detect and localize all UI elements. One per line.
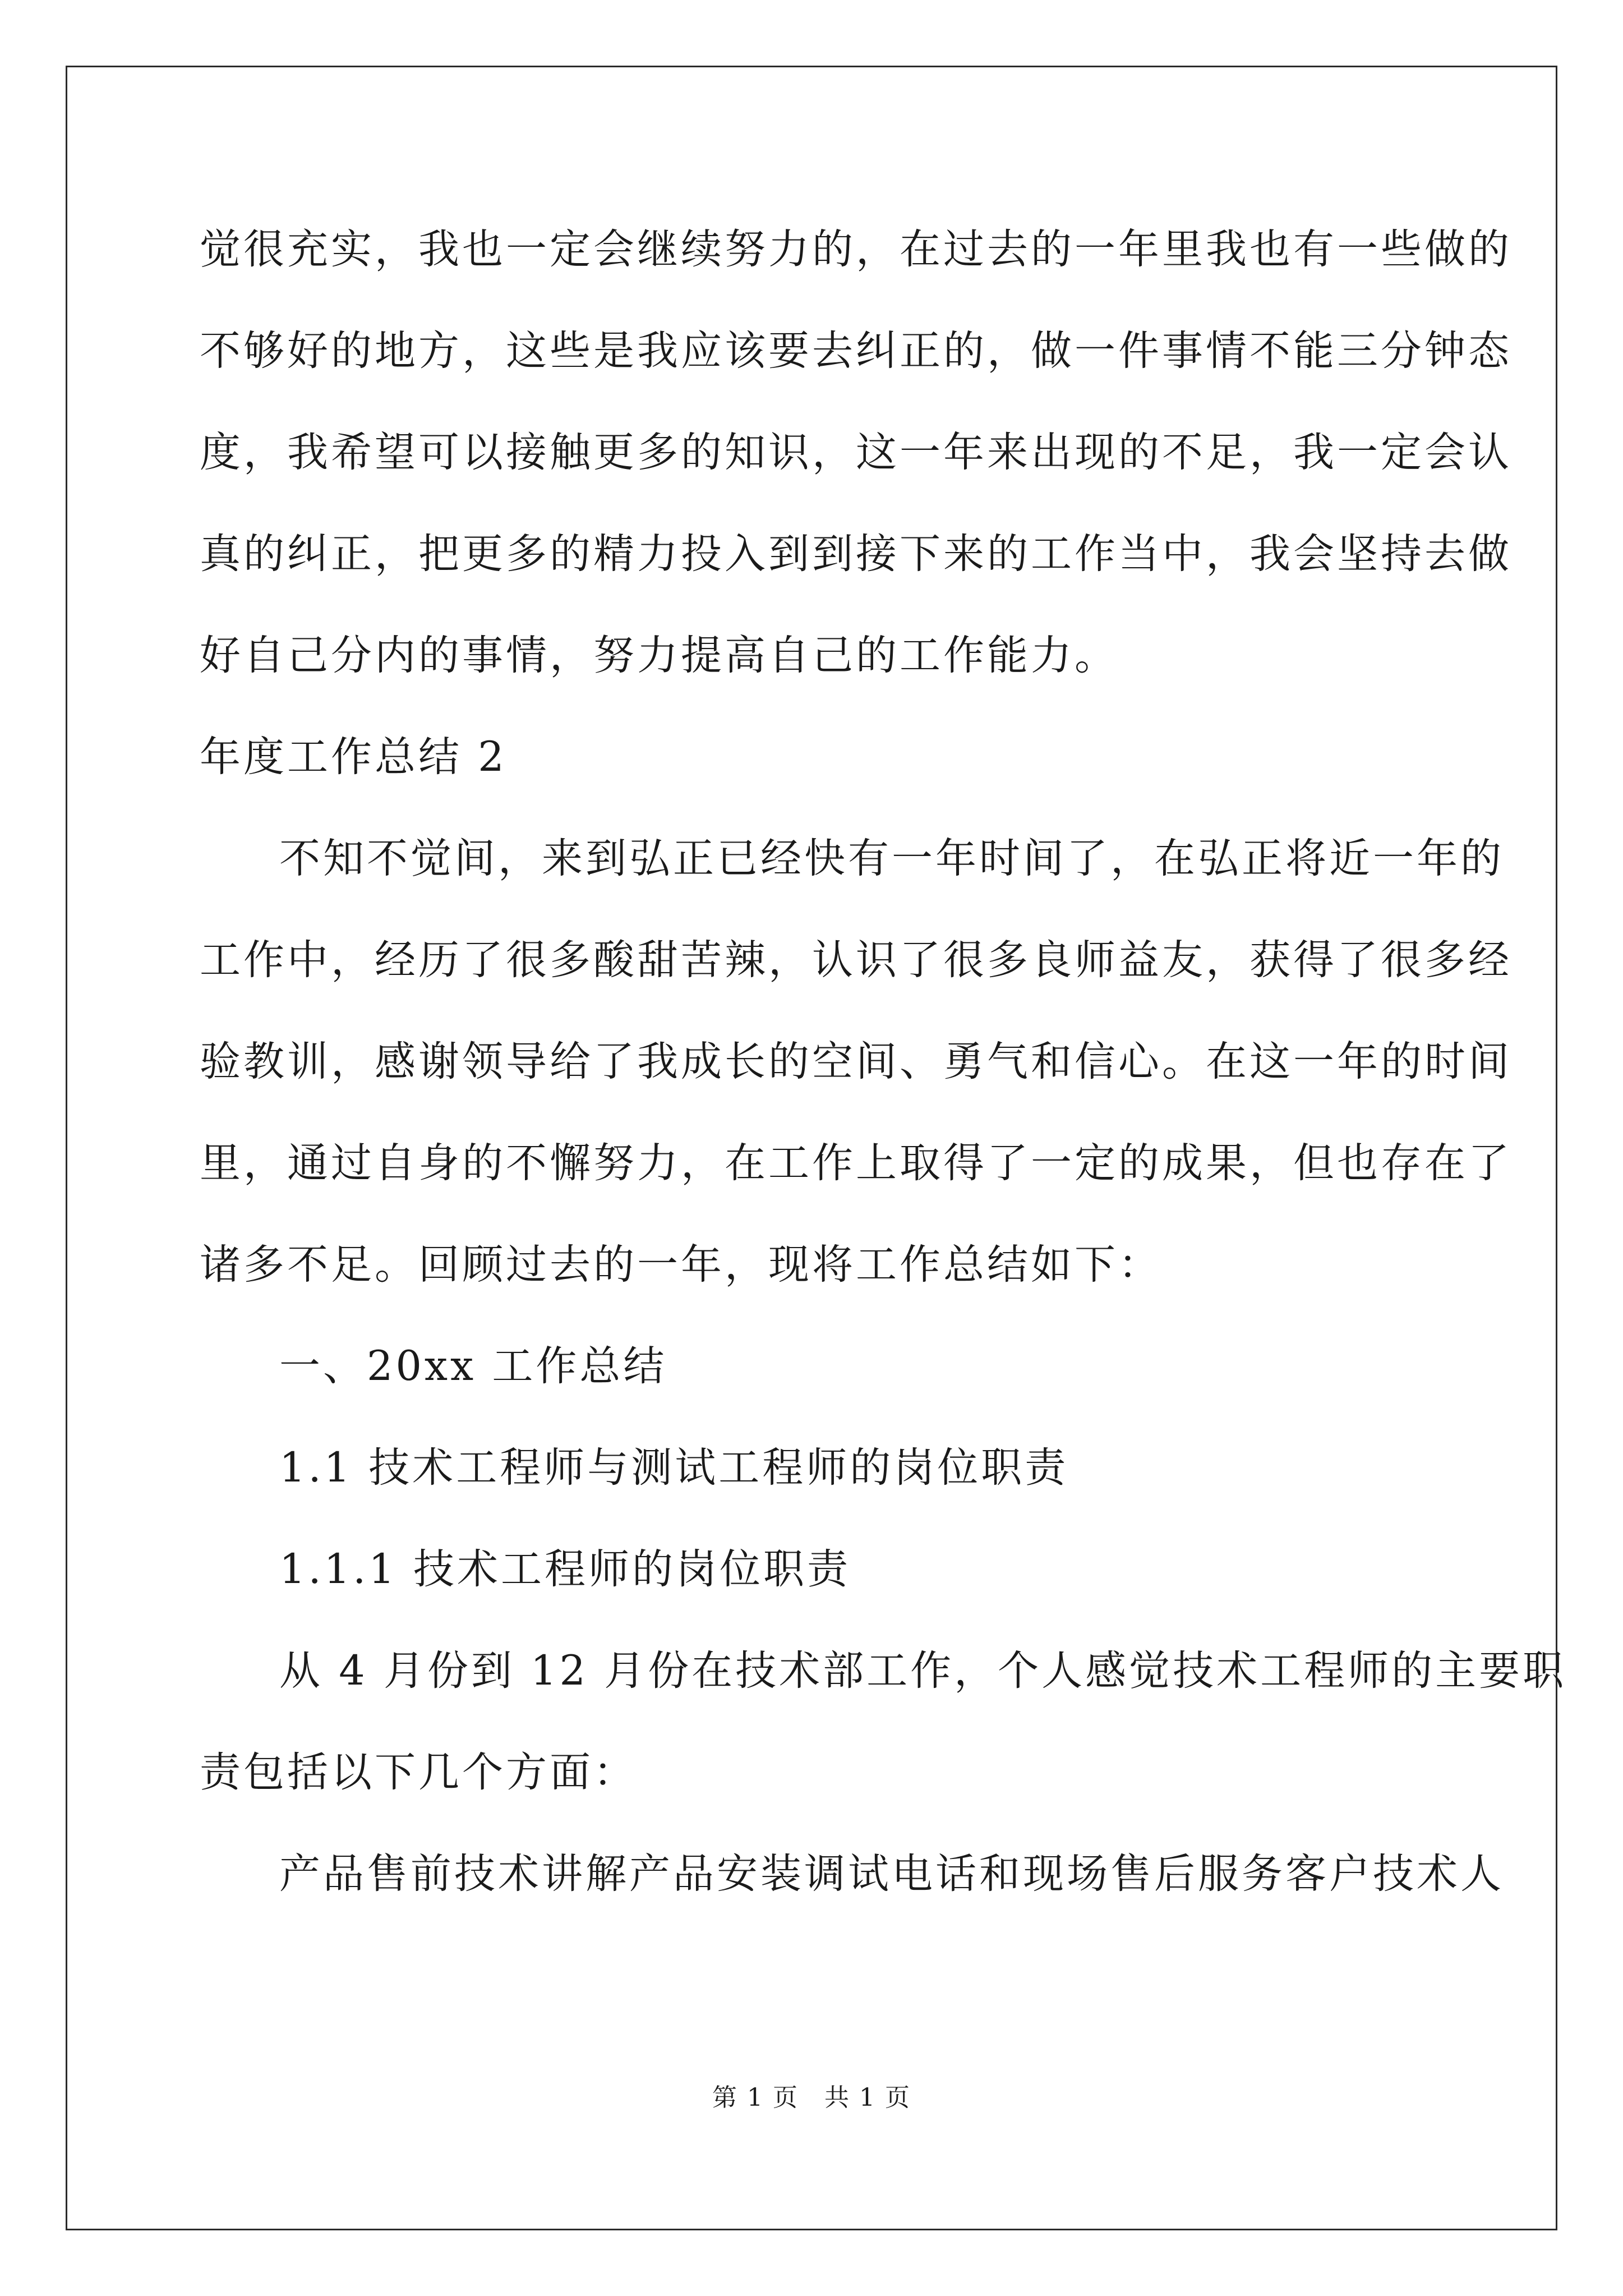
subsection-heading: 1.1 技术工程师与测试工程师的岗位职责 — [279, 1444, 1069, 1492]
text-line: 从 4 月份到 12 月份在技术部工作，个人感觉技术工程师的主要职 — [279, 1647, 1567, 1695]
text-line: 真的纠正，把更多的精力投入到到接下来的工作当中，我会坚持去做 — [200, 530, 1512, 578]
text-line: 产品售前技术讲解产品安装调试电话和现场售后服务客户技术人 — [279, 1850, 1504, 1898]
text-line: 诸多不足。回顾过去的一年，现将工作总结如下： — [200, 1241, 1162, 1289]
text-line: 不够好的地方，这些是我应该要去纠正的，做一件事情不能三分钟态 — [200, 327, 1512, 375]
text-line: 责包括以下几个方面： — [200, 1749, 637, 1796]
page-number-footer: 第 1 页 共 1 页 — [712, 2083, 911, 2112]
text-line: 觉很充实，我也一定会继续努力的，在过去的一年里我也有一些做的 — [200, 226, 1512, 273]
subsection-heading: 1.1.1 技术工程师的岗位职责 — [279, 1545, 851, 1593]
subsection-heading: 一、20xx 工作总结 — [279, 1342, 667, 1390]
text-line: 工作中，经历了很多酸甜苦辣，认识了很多良师益友，获得了很多经 — [200, 936, 1512, 984]
text-line: 好自己分内的事情，努力提高自己的工作能力。 — [200, 632, 1118, 679]
text-line: 验教训，感谢领导给了我成长的空间、勇气和信心。在这一年的时间 — [200, 1038, 1512, 1085]
section-heading: 年度工作总结 2 — [200, 733, 507, 781]
text-line: 里，通过自身的不懈努力，在工作上取得了一定的成果，但也存在了 — [200, 1139, 1512, 1187]
text-line: 不知不觉间，来到弘正已经快有一年时间了，在弘正将近一年的 — [279, 835, 1504, 882]
text-line: 度，我希望可以接触更多的知识，这一年来出现的不足，我一定会认 — [200, 429, 1512, 476]
